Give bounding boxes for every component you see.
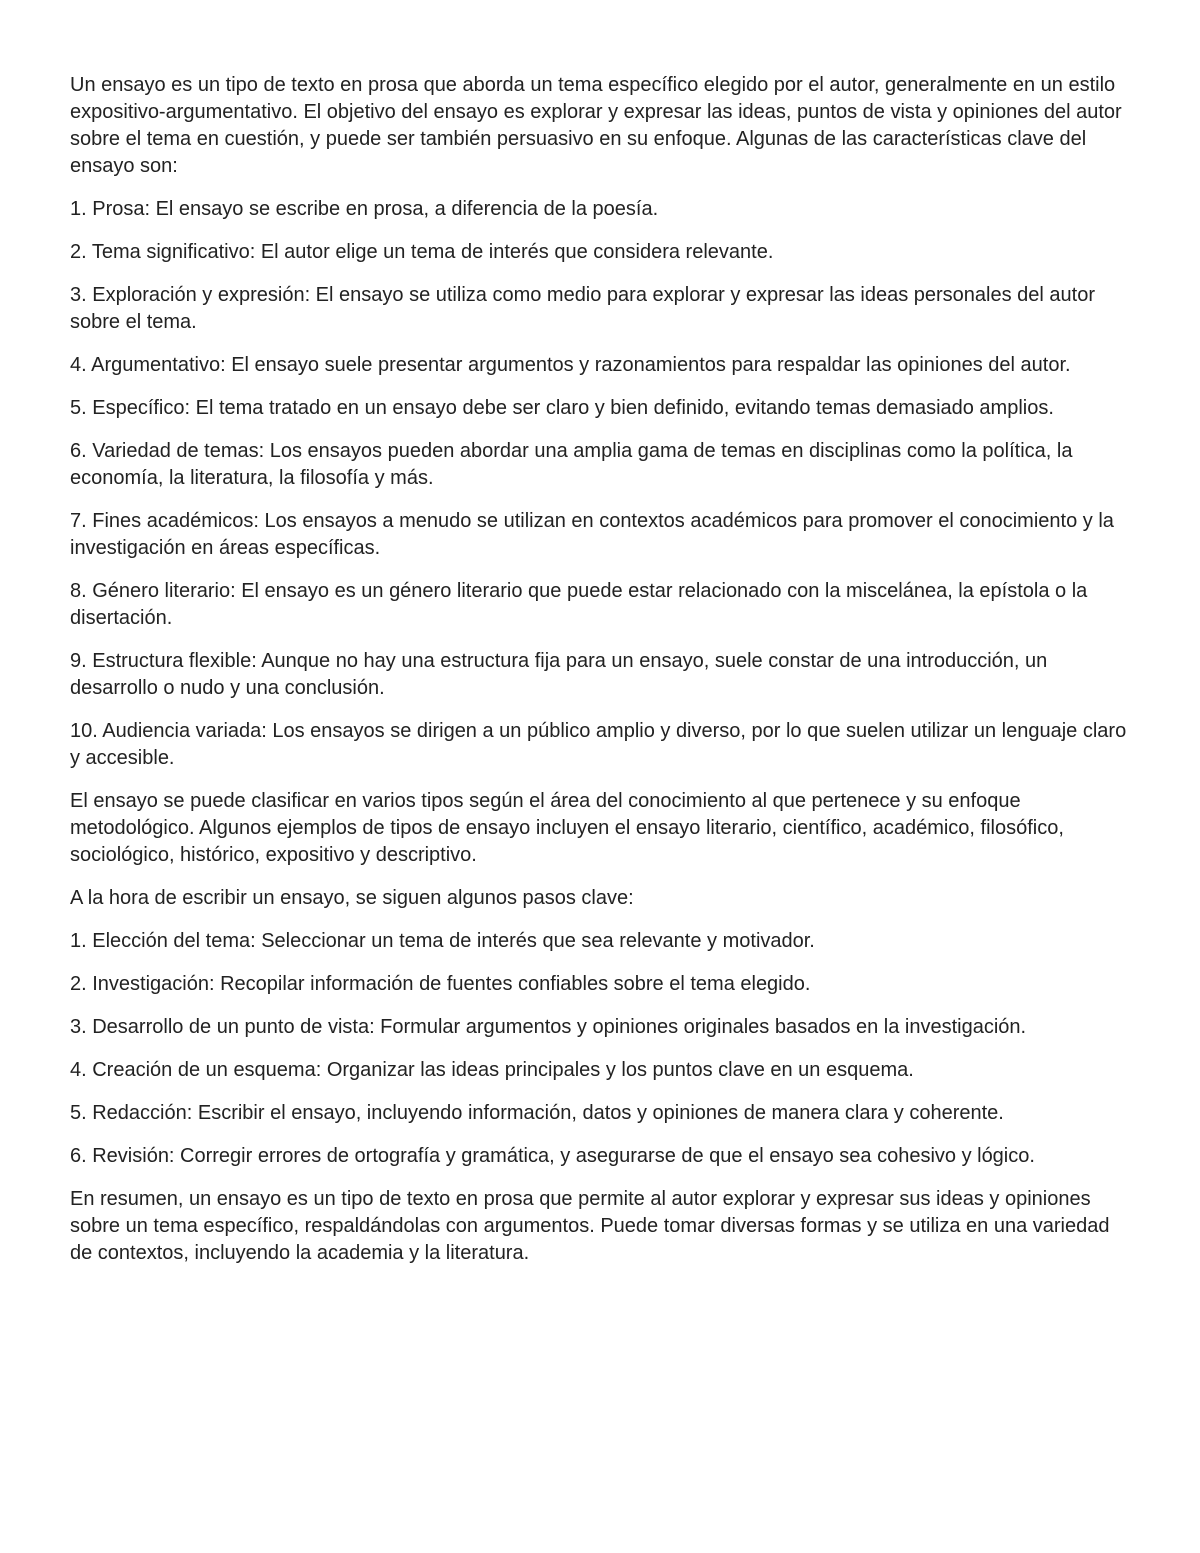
characteristic-item: 5. Específico: El tema tratado en un ensayo debe ser claro y bien definido, evitando temas demasiado amplios. <box>70 397 1054 419</box>
characteristic-item: 8. Género literario: El ensayo es un género literario que puede estar relacionado con la miscelánea, la epístola o la disertación. <box>70 580 1088 629</box>
characteristic-item: 6. Variedad de temas: Los ensayos pueden abordar una amplia gama de temas en disciplinas como la política, la economía, la literatura, la filosofía y más. <box>70 440 1073 489</box>
steps-intro: A la hora de escribir un ensayo, se siguen algunos pasos clave: <box>70 887 634 909</box>
step-item: 3. Desarrollo de un punto de vista: Formular argumentos y opiniones originales basados en la investigación. <box>70 1016 1027 1038</box>
step-item: 6. Revisión: Corregir errores de ortografía y gramática, y asegurarse de que el ensayo sea cohesivo y lógico. <box>70 1145 1035 1167</box>
characteristic-item: 1. Prosa: El ensayo se escribe en prosa, a diferencia de la poesía. <box>70 198 659 220</box>
characteristic-item: 2. Tema significativo: El autor elige un tema de interés que considera relevante. <box>70 241 774 263</box>
characteristic-item: 3. Exploración y expresión: El ensayo se utiliza como medio para explorar y expresar las ideas personales del autor sobre el tema. <box>70 284 1095 333</box>
characteristic-item: 4. Argumentativo: El ensayo suele presentar argumentos y razonamientos para respaldar las opiniones del autor. <box>70 354 1071 376</box>
step-item: 4. Creación de un esquema: Organizar las ideas principales y los puntos clave en un esquema. <box>70 1059 914 1081</box>
document-body <box>70 72 1132 1283</box>
intro-paragraph: Un ensayo es un tipo de texto en prosa que aborda un tema específico elegido por el autor, generalmente en un estilo expositivo-argumentativo. El objetivo del ensayo es explorar y expresar las ideas, puntos de vista y opiniones del autor sobre el tema en cuestión, y puede ser también persuasivo en su enfoque. Algunas de las características clave del ensayo son: <box>70 74 1122 177</box>
characteristic-item: 7. Fines académicos: Los ensayos a menudo se utilizan en contextos académicos para promover el conocimiento y la investigación en áreas específicas. <box>70 510 1114 559</box>
characteristic-item: 9. Estructura flexible: Aunque no hay una estructura fija para un ensayo, suele constar de una introducción, un desarrollo o nudo y una conclusión. <box>70 650 1048 699</box>
step-item: 1. Elección del tema: Seleccionar un tema de interés que sea relevante y motivador. <box>70 930 815 952</box>
classification-paragraph: El ensayo se puede clasificar en varios tipos según el área del conocimiento al que pertenece y su enfoque metodológico. Algunos ejemplos de tipos de ensayo incluyen el ensayo literario, científico, académico, filosófico, sociológico, histórico, expositivo y descriptivo. <box>70 790 1064 866</box>
characteristic-item: 10. Audiencia variada: Los ensayos se dirigen a un público amplio y diverso, por lo que suelen utilizar un lenguaje claro y accesible. <box>70 720 1127 769</box>
step-item: 5. Redacción: Escribir el ensayo, incluyendo información, datos y opiniones de manera clara y coherente. <box>70 1102 1004 1124</box>
step-item: 2. Investigación: Recopilar información de fuentes confiables sobre el tema elegido. <box>70 973 811 995</box>
summary-paragraph: En resumen, un ensayo es un tipo de texto en prosa que permite al autor explorar y expresar sus ideas y opiniones sobre un tema específico, respaldándolas con argumentos. Puede tomar diversas formas y se utiliza en una variedad de contextos, incluyendo la academia y la literatura. <box>70 1188 1110 1264</box>
